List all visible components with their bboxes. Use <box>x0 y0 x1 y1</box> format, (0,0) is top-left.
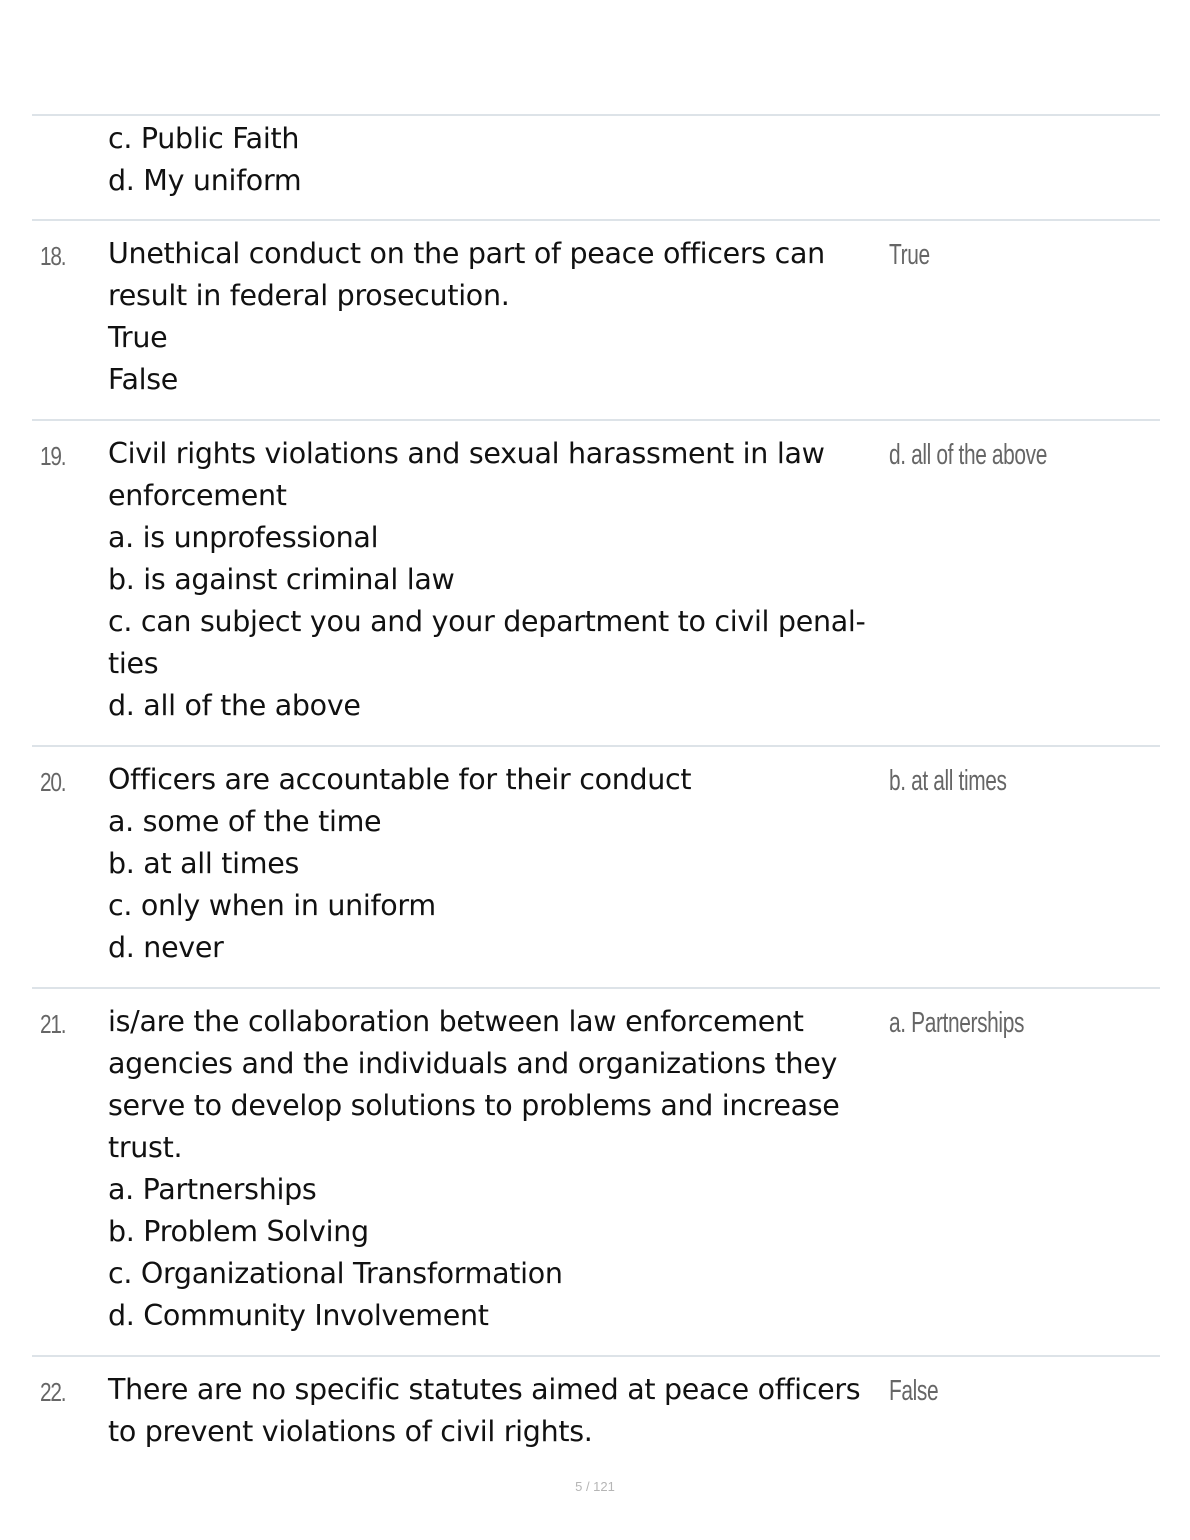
question-line: trust. <box>108 1131 183 1164</box>
option-line: c. Public Faith <box>108 122 300 155</box>
question-row-20 <box>32 745 1160 989</box>
question-line: enforcement <box>108 479 287 512</box>
question-line: to prevent violations of civil rights. <box>108 1415 593 1448</box>
answer-text: True <box>889 239 930 271</box>
question-line: agencies and the individuals and organizations they <box>108 1047 838 1080</box>
question-options <box>108 118 888 202</box>
option-line: False <box>108 363 179 396</box>
question-row-22 <box>32 1355 1160 1467</box>
question-sheet <box>32 0 1160 1540</box>
page-number: 5 / 121 <box>575 1479 615 1494</box>
option-line: a. some of the time <box>108 805 382 838</box>
question-number: 20. <box>40 767 66 797</box>
option-line: c. Organizational Transformation <box>108 1257 563 1290</box>
option-line: True <box>108 321 168 354</box>
question-text <box>108 1001 888 1337</box>
question-line: Civil rights violations and sexual harassment in law <box>108 437 825 470</box>
question-line: serve to develop solutions to problems and increase <box>108 1089 840 1122</box>
option-line: a. Partnerships <box>108 1173 317 1206</box>
question-text <box>108 759 888 969</box>
answer-text: a. Partnerships <box>889 1007 1025 1039</box>
answer-text: False <box>889 1375 939 1407</box>
question-text <box>108 433 888 727</box>
question-line: Officers are accountable for their conduct <box>108 763 692 796</box>
question-number: 19. <box>40 441 66 471</box>
option-line: d. all of the above <box>108 689 361 722</box>
option-line: ties <box>108 647 159 680</box>
question-line: is/are the collaboration between law enforcement <box>108 1005 804 1038</box>
question-row-17-continued <box>32 114 1160 220</box>
question-number: 22. <box>40 1377 66 1407</box>
option-line: d. My uniform <box>108 164 302 197</box>
question-line: result in federal prosecution. <box>108 279 510 312</box>
question-text <box>108 233 888 401</box>
option-line: c. can subject you and your department to civil penal- <box>108 605 866 638</box>
option-line: b. Problem Solving <box>108 1215 369 1248</box>
question-row-18 <box>32 219 1160 419</box>
answer-text: b. at all times <box>889 765 1007 797</box>
question-row-19 <box>32 419 1160 747</box>
question-text <box>108 1369 888 1453</box>
question-line: There are no specific statutes aimed at peace officers <box>108 1373 861 1406</box>
option-line: c. only when in uniform <box>108 889 436 922</box>
option-line: d. never <box>108 931 224 964</box>
option-line: d. Community Involvement <box>108 1299 489 1332</box>
question-number: 21. <box>40 1009 66 1039</box>
option-line: a. is unprofessional <box>108 521 379 554</box>
option-line: b. at all times <box>108 847 300 880</box>
answer-text: d. all of the above <box>889 439 1048 471</box>
question-number: 18. <box>40 241 66 271</box>
option-line: b. is against criminal law <box>108 563 455 596</box>
question-row-21 <box>32 987 1160 1357</box>
question-line: Unethical conduct on the part of peace officers can <box>108 237 825 270</box>
